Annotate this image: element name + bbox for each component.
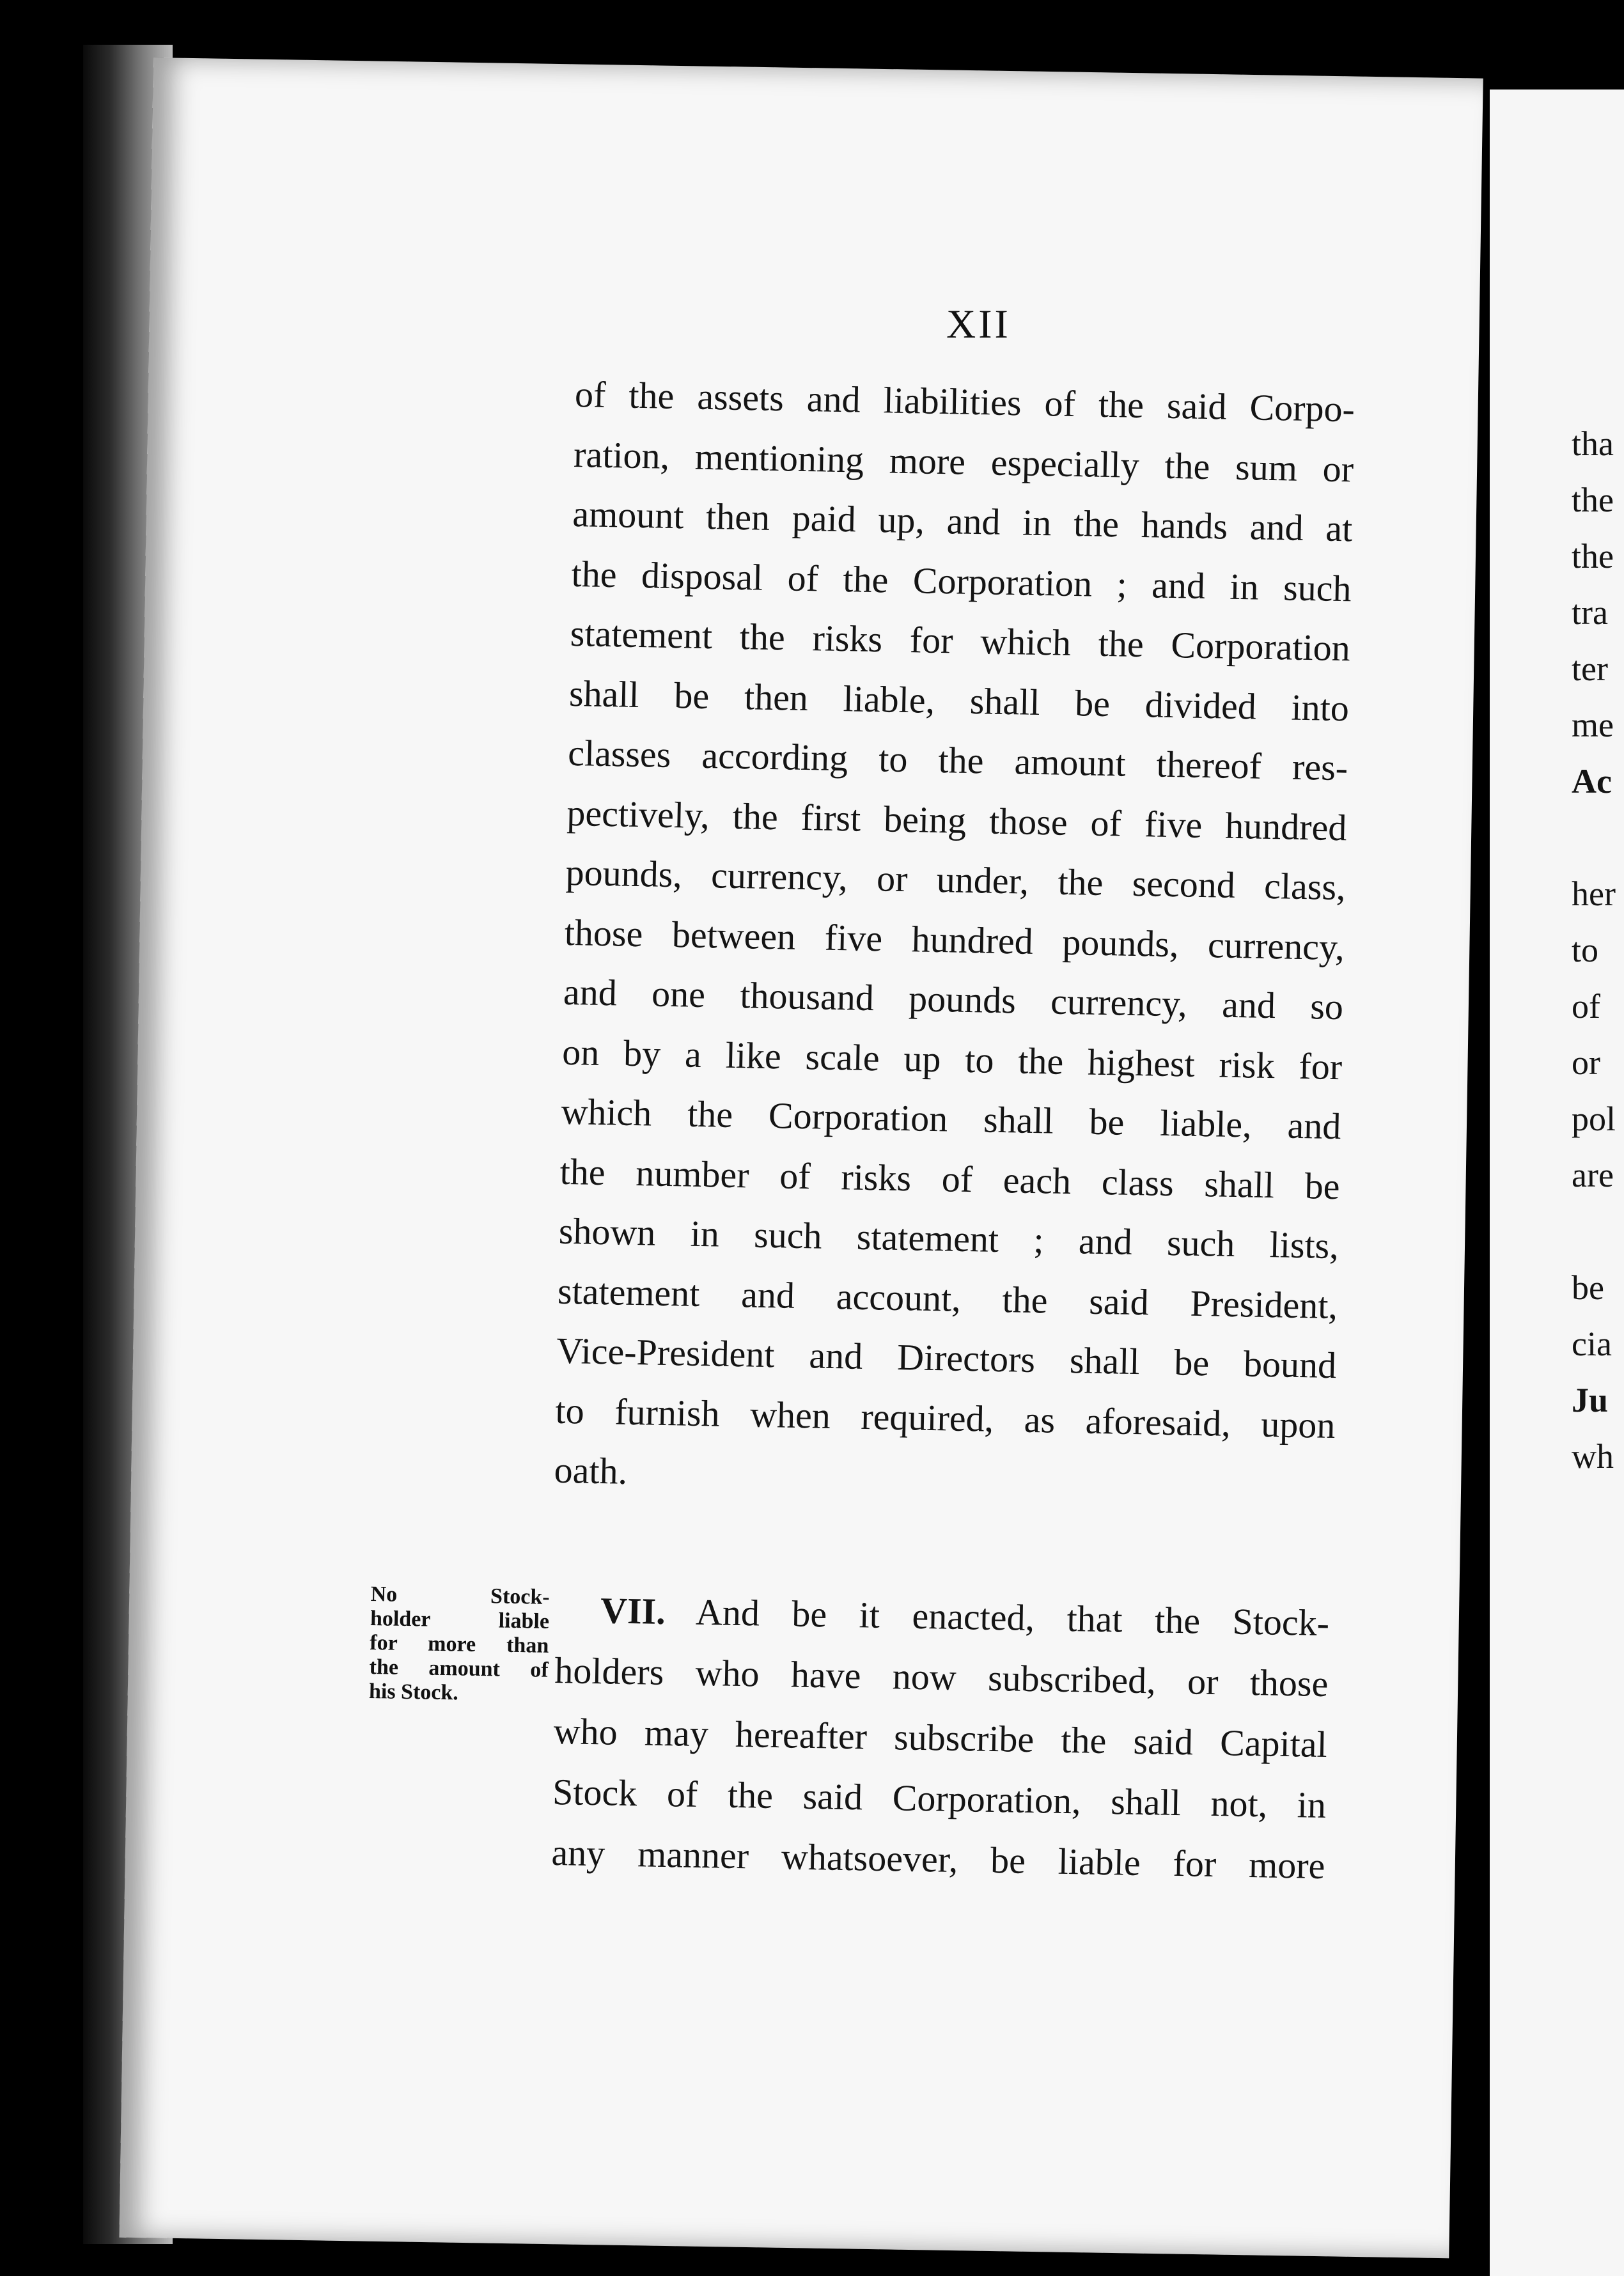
facing-line: her [1572,875,1616,913]
text-line: the disposal of the Corporation ; and in such [571,552,1352,609]
facing-line: tra [1572,593,1608,632]
facing-line: of [1572,987,1600,1025]
facing-line: or [1572,1043,1600,1082]
paragraph [554,364,1355,1515]
text-line: Stock of the said Corporation, shall not, in [552,1770,1327,1827]
facing-page-text [1572,416,1623,1485]
text-line: the number of risks of each class shall be [559,1150,1341,1207]
margin-note-line: the amount of [369,1655,549,1682]
facing-line [1572,809,1623,866]
section-number: VII. [600,1589,666,1632]
margin-note-line: No Stock- [370,1582,550,1609]
facing-line: to [1572,931,1599,969]
text-line: which the Corporation shall be liable, and [560,1090,1341,1148]
facing-line: wh [1572,1437,1614,1476]
margin-note-line: holder liable [370,1606,550,1633]
text-line: shown in such statement ; and such lists, [558,1210,1339,1267]
facing-line: Ac [1572,762,1612,800]
text-line: of the assets and liabilities of the said Corpo- [574,373,1355,430]
facing-line: ter [1572,650,1608,688]
margin-note [369,1582,550,1707]
text-line: and one thousand pounds currency, and so [563,970,1344,1028]
facing-line: cia [1572,1325,1612,1363]
facing-line: be [1572,1268,1604,1307]
text-line: to furnish when required, as aforesaid, upon [554,1389,1336,1446]
text-line: holders who have now subscribed, or those [554,1649,1329,1705]
facing-line: the [1572,537,1614,575]
text-line: And be it enacted, that the Stock- [695,1591,1330,1644]
text-line: statement the risks for which the Corporation [570,612,1351,669]
text-line: any manner whatsoever, be liable for more [550,1831,1325,1887]
facing-line [1572,1203,1623,1259]
text-line: on by a like scale up to the highest risk for [561,1031,1343,1087]
margin-note-line: his Stock. [368,1679,459,1705]
text-line: Vice-President and Directors shall be bound [556,1329,1337,1387]
text-line: classes according to the amount thereof res- [567,731,1348,789]
text-line: amount then paid up, and in the hands and at [572,492,1353,550]
text-line: pounds, currency, or under, the second class, [565,851,1347,908]
margin-note-line: for more than [370,1630,549,1658]
text-line: pectively, the first being those of five hundred [566,791,1347,848]
facing-line: are [1572,1156,1614,1194]
text-line: those between five hundred pounds, currency, [564,911,1345,968]
facing-line: pol [1572,1100,1616,1138]
facing-line: Ju [1572,1381,1609,1419]
page-number: XII [946,301,1011,347]
text-line: statement and account, the said President, [557,1270,1338,1327]
text-line: ration, mentioning more especially the sum or [573,433,1354,490]
facing-line: the [1572,481,1614,519]
text-line: oath. [554,1449,628,1492]
facing-line: tha [1572,425,1614,463]
facing-line: me [1572,706,1614,744]
section-vii [551,1579,1330,1896]
text-line: shall be then liable, shall be divided into [568,672,1350,729]
text-line: who may hereafter subscribe the said Capital [553,1710,1328,1766]
